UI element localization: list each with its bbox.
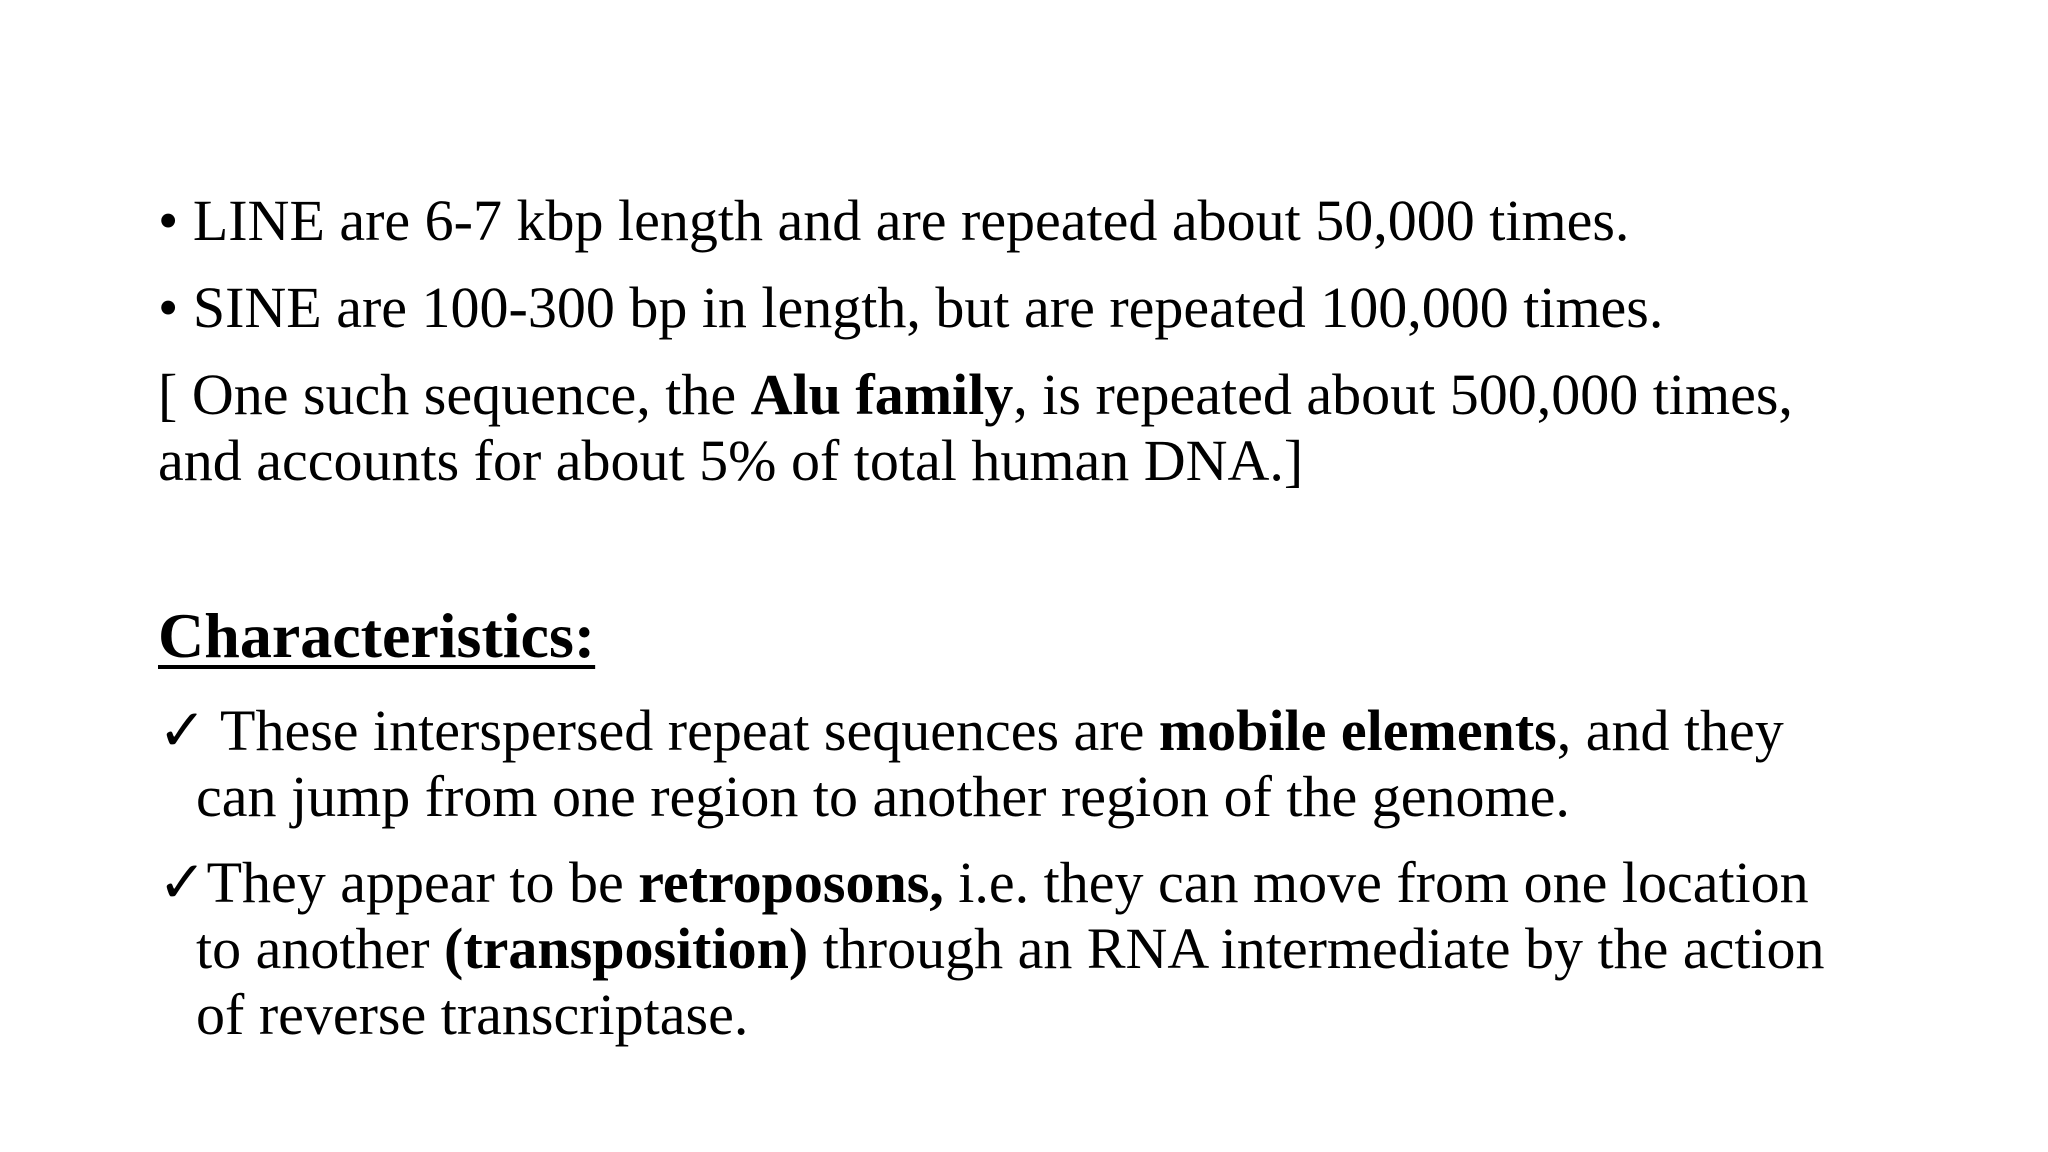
note-text-post: , is repeated about 500,000 times, (1013, 362, 1793, 427)
check-2-text-line3: of reverse transcriptase. (196, 982, 749, 1047)
bullet-dot-icon: • (158, 275, 179, 340)
check-1-text-pre: These interspersed repeat sequences are (206, 698, 1159, 763)
check-2-text-post: i.e. they can move from one location (943, 850, 1809, 915)
check-item-2-line-1 (158, 850, 1809, 916)
bullet-line-2 (158, 275, 1663, 341)
note-text-bold: Alu family (750, 362, 1014, 427)
note-text-pre: [ One such sequence, the (158, 362, 751, 427)
bullet-dot-icon: • (158, 188, 179, 253)
note-line-1 (158, 362, 1793, 428)
check-2-text-line2-pre: to another (196, 916, 445, 981)
checkmark-icon: ✓ (158, 698, 207, 763)
note-text-line2: and accounts for about 5% of total human DNA.] (158, 428, 1304, 493)
bullet-text-1: LINE are 6-7 kbp length and are repeated about 50,000 times. (192, 188, 1630, 253)
check-2-text-bold: retroposons, (638, 850, 944, 915)
check-item-1-line-2 (196, 764, 1570, 830)
check-item-2-line-2 (196, 916, 1825, 982)
check-item-2-line-3 (196, 982, 748, 1048)
bullet-line-1 (158, 188, 1629, 254)
check-1-text-line2: can jump from one region to another region of the genome. (196, 764, 1570, 829)
check-1-text-post: , and they (1556, 698, 1784, 763)
checkmark-icon: ✓ (158, 850, 207, 915)
check-1-text-bold: mobile elements (1158, 698, 1557, 763)
note-line-2 (158, 428, 1303, 494)
check-item-1-line-1 (158, 698, 1784, 764)
check-2-text-line2-bold: (transposition) (444, 916, 809, 981)
section-heading: Characteristics: (158, 600, 596, 671)
bullet-text-2: SINE are 100-300 bp in length, but are repeated 100,000 times. (192, 275, 1664, 340)
check-2-text-pre: They appear to be (206, 850, 639, 915)
check-2-text-line2-post: through an RNA intermediate by the action (808, 916, 1825, 981)
